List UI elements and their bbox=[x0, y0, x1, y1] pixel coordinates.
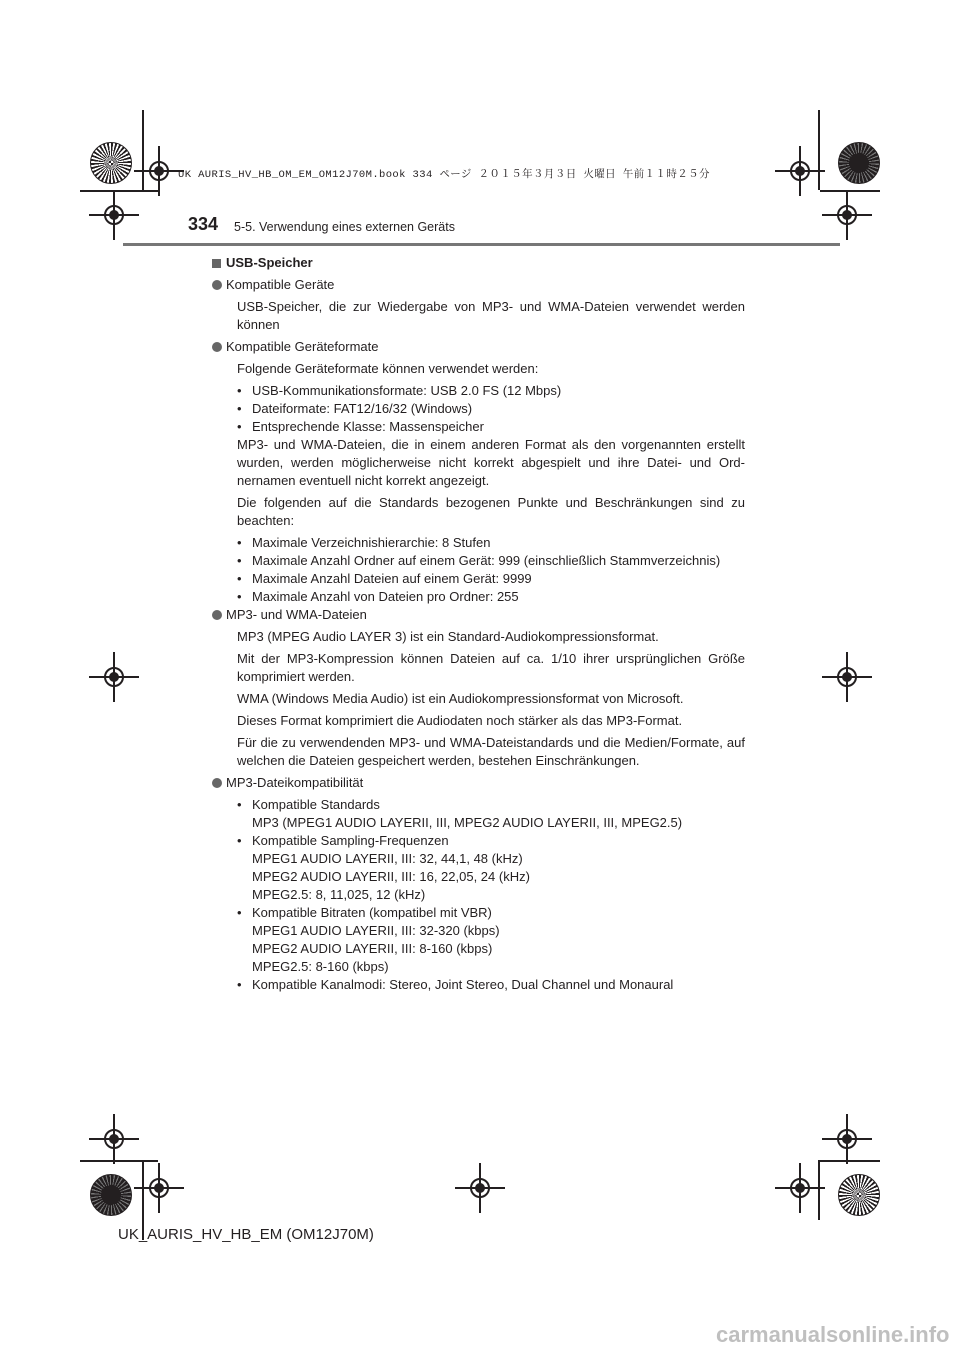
registration-mark-icon bbox=[146, 1175, 172, 1201]
subsection-title bbox=[212, 606, 745, 624]
list-item-detail: MPEG2 AUDIO LAYERII, III: 8-160 (kbps) bbox=[252, 941, 493, 956]
crop-line bbox=[818, 1160, 820, 1220]
paragraph: Mit der MP3-Kompression können Dateien auf ca. 1/10 ihrer ursprünglichen Größe komprimiert werden. bbox=[237, 651, 745, 684]
list-item-detail: MPEG2.5: 8-160 (kbps) bbox=[252, 959, 389, 974]
list-item-detail: MPEG2.5: 8, 11,025, 12 (kHz) bbox=[252, 887, 426, 902]
list-item: • Maximale Anzahl Ordner auf einem Gerät: 999 (einschließlich Stammverzeichnis) bbox=[237, 553, 721, 568]
registration-mark-icon bbox=[146, 158, 172, 184]
square-bullet-icon bbox=[212, 259, 221, 268]
color-bar-sunburst-icon bbox=[838, 142, 880, 184]
list-item: • Maximale Verzeichnishierarchie: 8 Stufen bbox=[237, 535, 491, 550]
color-bar-sunburst-icon bbox=[838, 1174, 880, 1216]
page-number: 334 bbox=[188, 214, 219, 234]
list-item: • Kompatible Standards bbox=[237, 797, 380, 812]
color-bar-sunburst-icon bbox=[90, 1174, 132, 1216]
crop-line bbox=[80, 1160, 158, 1162]
list-item: • Entsprechende Klasse: Massenspeicher bbox=[237, 419, 484, 434]
color-bar-sunburst-icon bbox=[90, 142, 132, 184]
subsection-title-text: MP3-Dateikompatibilität bbox=[226, 775, 364, 790]
crop-line bbox=[142, 110, 144, 190]
list-item: • Maximale Anzahl von Dateien pro Ordner: 255 bbox=[237, 589, 519, 604]
crop-line bbox=[818, 110, 820, 190]
circle-bullet-icon bbox=[212, 342, 222, 352]
list-item: • Dateiformate: FAT12/16/32 (Windows) bbox=[237, 401, 473, 416]
circle-bullet-icon bbox=[212, 778, 222, 788]
registration-mark-icon bbox=[101, 202, 127, 228]
list-item: • Kompatible Bitraten (kompatibel mit VBR) bbox=[237, 905, 492, 920]
print-file-stamp: UK AURIS_HV_HB_OM_EM_OM12J70M.book 334 ページ ２０１５年３月３日 火曜日 午前１１時２５分 bbox=[178, 169, 710, 181]
registration-mark-icon bbox=[834, 202, 860, 228]
circle-bullet-icon bbox=[212, 610, 222, 620]
paragraph: USB-Speicher, die zur Wiedergabe von MP3- und WMA-Dateien verwendet werden können bbox=[237, 299, 745, 332]
list-item-detail: MPEG2 AUDIO LAYERII, III: 16, 22,05, 24 (kHz) bbox=[252, 869, 530, 884]
registration-mark-icon bbox=[834, 1126, 860, 1152]
paragraph: Die folgenden auf die Standards bezogenen Punkte und Beschränkungen sind zu beachten: bbox=[237, 495, 745, 528]
subsection-title-text: Kompatible Geräte bbox=[226, 277, 335, 292]
paragraph: Für die zu verwendenden MP3- und WMA-Dateistandards und die Medien/Formate, auf welchen die Dateien gespeichert werden, bestehen Einschränkungen. bbox=[237, 735, 745, 768]
section-heading bbox=[212, 254, 745, 272]
subsection-title bbox=[212, 276, 745, 294]
paragraph: Folgende Geräteformate können verwendet werden: bbox=[237, 361, 539, 376]
header-rule bbox=[123, 243, 840, 246]
registration-mark-icon bbox=[834, 664, 860, 690]
list bbox=[237, 382, 745, 436]
registration-mark-icon bbox=[467, 1175, 493, 1201]
list bbox=[237, 796, 745, 994]
crop-line bbox=[820, 190, 880, 192]
list-item: • USB-Kommunikationsformate: USB 2.0 FS (12 Mbps) bbox=[237, 383, 562, 398]
registration-mark-icon bbox=[787, 1175, 813, 1201]
list-item-detail: MPEG1 AUDIO LAYERII, III: 32, 44,1, 48 (kHz) bbox=[252, 851, 523, 866]
subsection-title bbox=[212, 774, 745, 792]
paragraph: MP3 (MPEG Audio LAYER 3) ist ein Standard-Audiokompressionsformat. bbox=[237, 629, 659, 644]
subsection-title bbox=[212, 338, 745, 356]
subsection-title-text: MP3- und WMA-Dateien bbox=[226, 607, 367, 622]
list-item-detail: MP3 (MPEG1 AUDIO LAYERII, III, MPEG2 AUDIO LAYERII, III, MPEG2.5) bbox=[252, 815, 683, 830]
registration-mark-icon bbox=[787, 158, 813, 184]
page-content bbox=[212, 254, 745, 994]
circle-bullet-icon bbox=[212, 280, 222, 290]
list-item: • Maximale Anzahl Dateien auf einem Gerät: 9999 bbox=[237, 571, 532, 586]
crop-line bbox=[80, 190, 158, 192]
subsection-title-text: Kompatible Geräteformate bbox=[226, 339, 379, 354]
watermark-text[interactable]: carmanualsonline.info bbox=[716, 1322, 950, 1347]
list-item: • Kompatible Kanalmodi: Stereo, Joint Stereo, Dual Channel und Monaural bbox=[237, 977, 674, 992]
list bbox=[237, 534, 745, 606]
footer-document-code: UK_AURIS_HV_HB_EM (OM12J70M) bbox=[118, 1226, 374, 1243]
list-item: • Kompatible Sampling-Frequenzen bbox=[237, 833, 449, 848]
paragraph: Dieses Format komprimiert die Audiodaten noch stärker als das MP3-Format. bbox=[237, 713, 683, 728]
heading-text: USB-Speicher bbox=[226, 255, 313, 270]
registration-mark-icon bbox=[101, 1126, 127, 1152]
paragraph: WMA (Windows Media Audio) ist ein Audiokompressionsformat von Microsoft. bbox=[237, 691, 684, 706]
registration-mark-icon bbox=[101, 664, 127, 690]
section-title: 5-5. Verwendung eines externen Geräts bbox=[234, 220, 455, 234]
list-item-detail: MPEG1 AUDIO LAYERII, III: 32-320 (kbps) bbox=[252, 923, 500, 938]
paragraph: MP3- und WMA-Dateien, die in einem anderen Format als den vorgenannten erstellt wurden, werden möglicherweise nicht korrekt abgespielt und ihre Datei- und Ord-nernamen eventuell nicht korrekt angezeigt. bbox=[237, 437, 745, 488]
crop-line bbox=[820, 1160, 880, 1162]
